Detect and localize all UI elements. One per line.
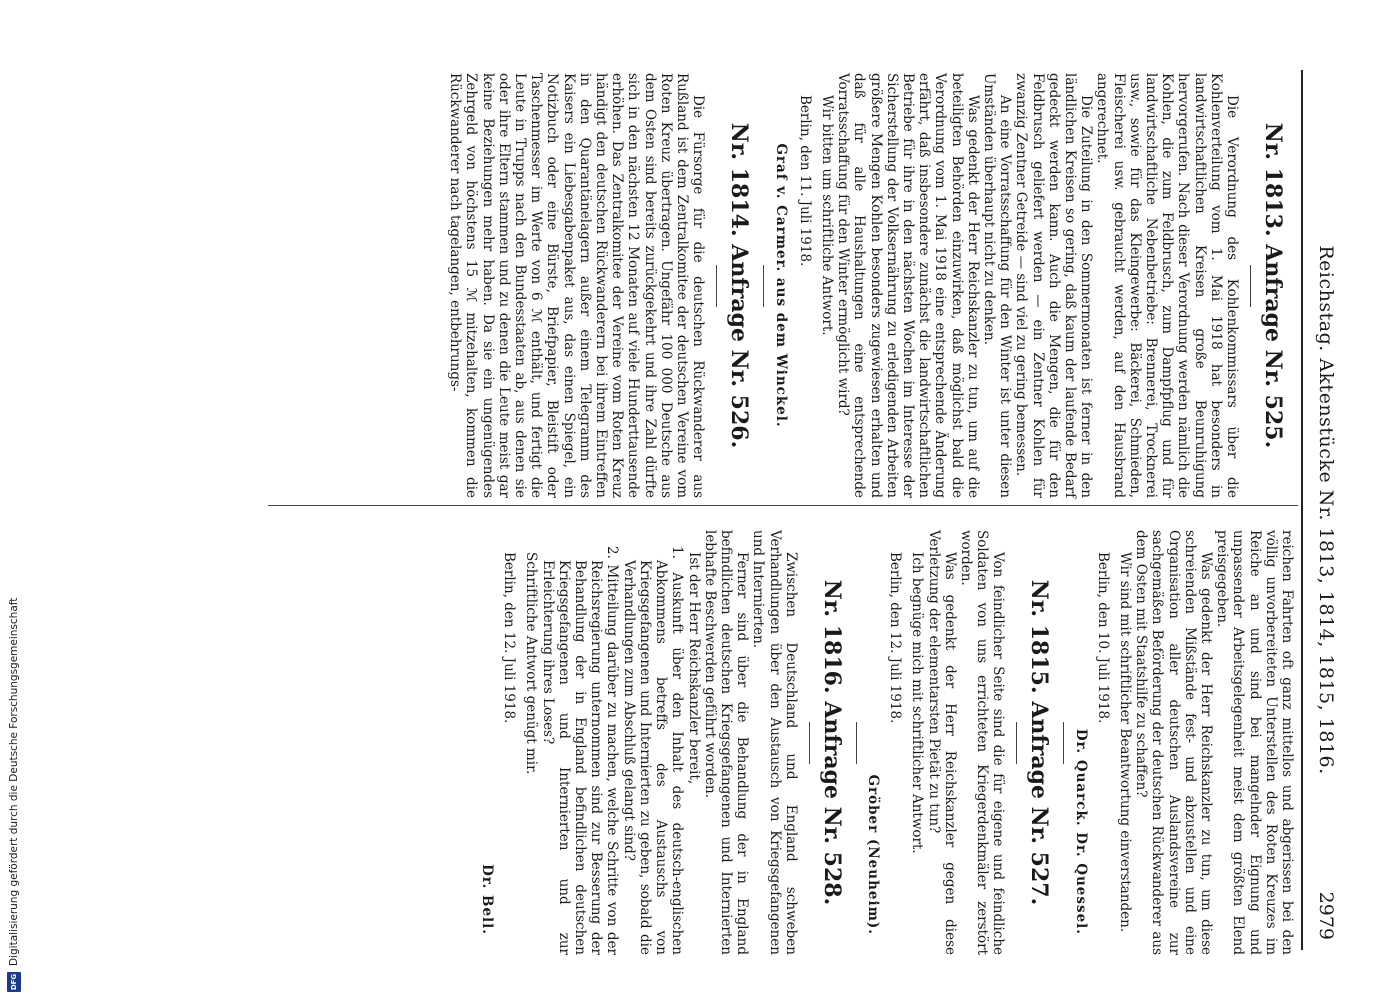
heading-1816: Nr. 1816. Anfrage Nr. 528. (818, 579, 845, 906)
list-item: 2. Mitteilung darüber zu machen, welche Schritte von der Reichsregierung unternommen sind zur Besserung der Behandlung der in England befindlichen deutschen Kriegsgefangenen und Internierten und zur Erleichterung ihres Loses? (539, 546, 621, 955)
separator (1016, 722, 1017, 764)
paragraph: Was gedenkt der Herr Reichskanzler zu tun, um auf die beteiligten Behörden einzuwirken, daß möglichst bald die Verordnung vom 1. Mai 1918 eine entsprechende Änderung erfährt, daß insbesondere zunächst die landwirtschaftlichen Betriebe für ihre in den nächsten Wochen im Interesse der Sicherstellung der Volksernährung zu erledigenden Arbeiten größere Mengen Kohlen besonders zugewiesen erhalten und daß für alle Haushaltungen eine entsprechende Vorratsschaffung für den Winter ermöglicht wird? (835, 73, 981, 498)
paragraph: Von feindlicher Seite sind die für eigene und feindliche Soldaten von uns errichteten Kriegerdenkmäler zerstört worden. (957, 530, 1007, 955)
separator (809, 722, 810, 764)
separator (763, 265, 764, 307)
signature-1816: Dr. Bell. (479, 864, 496, 935)
paragraph: Die Fürsorge für die deutschen Rückwanderer aus Rußland ist dem Zentralkomitee der deutschen Vereine vom Roten Kreuz übertragen. Ungefähr 100 000 Deutsche aus dem Osten sind bereits zurückgekehrt und ihre Zahl dürfte sich in den nächsten 12 Monaten auf viele Hunderttausende erhöhen. Das Zentralkomitee der Vereine vom Roten Kreuz händigt den deutschen Rückwanderern bei ihrem Eintreffen in den Quarantänelagern außer einem Telegramm des Kaisers ein Liebesgabenpaket aus, das einen Spiegel, ein Notizbuch oder eine Bürste, Briefpapier, Bleistift oder Taschenmesser im Werte von 6 ℳ enthält, und fertigt die Leute in Trupps nach den Bundesstaaten ab, aus denen sie oder ihre Eltern stammen und zu denen die Leute meist gar keine Beziehungen mehr haben. Da sie ein ungenügendes Zehrgeld von höchstens 15 ℳ mitzehalten, kommen die Rückwanderer nach tagelangen, entbehrungs- (447, 73, 707, 498)
paragraph: Ferner sind über die Behandlung der in England befindlichen deutschen Kriegsgefangenen und Internierten lebhafte Beschwerden geführt worden. (701, 530, 751, 955)
paragraph: Zwischen Deutschland und England schweben Verhandlungen über den Austausch von Kriegsgefangenen und Internierten. (750, 530, 799, 955)
heading-1815: Nr. 1815. Anfrage Nr. 527. (1026, 579, 1053, 906)
separator (716, 265, 717, 307)
place-date-1815: Berlin, den 12. Juli 1918. (887, 552, 904, 724)
paragraph: Die Verordnung des Kohlenkommissars über die Kohlenverteilung vom 1. Mai 1918 hat besonders in landwirtschaftlichen Kreisen große Beunruhigung hervorgerufen. Nach dieser Verordnung werden nämlich die Kohlen, die zum Feldbrusch, zum Dampfpflug und für landwirtschaftliche Nebenbetriebe: Brennerei, Trocknerei usw., sowie für das Kleingewerbe: Bäckerei, Schmieden, Fleischerei usw. gebraucht werden, auf den Hausbrand angerechnet. (1094, 73, 1240, 498)
paragraph: Ich begnüge mich mit schriftlicher Antwort. (909, 552, 926, 854)
paragraph: Ist der Herr Reichskanzler bereit, (685, 552, 702, 785)
paragraph: Die Zuteilung in den Sommermonaten ist ferner in den ländlichen Kreisen so gering, daß kaum der laufende Bedarf gedeckt werden kann. Auch die Mengen, die für den Feldbrusch geliefert werden — ein Zentner Kohlen für zwanzig Zentner Getreide — sind viel zu gering bemessen. (1013, 73, 1095, 498)
separator (856, 722, 857, 764)
separator (1063, 722, 1064, 764)
header-title: Reichstag. Aktenstücke Nr. 1813, 1814, 1815, 1816. (1315, 245, 1337, 775)
paragraph: Wir bitten um schriftliche Antwort. (818, 95, 835, 336)
digitization-note (3, 0, 25, 1000)
left-column (447, 73, 1295, 498)
signature-1814: Dr. Quarck. Dr. Quessel. (1072, 728, 1089, 935)
signature-1813: Graf v. Carmer. aus dem Winckel. (772, 143, 789, 428)
column-divider (268, 505, 1298, 506)
paragraph: reichen Fahrten oft ganz mittellos und abgerissen bei den völlig unvorbereiteten Unterstellen des Roten Kreuzes im Reiche an und sind bei mangelnder Eignung und unpassender Arbeitsgelegenheit meist dem größten Elend preisgegeben. (1214, 530, 1295, 955)
digitization-note-text: Digitalisierung gefördert durch die Deutsche Forschungsgemeinschaft (8, 597, 20, 966)
dfg-logo-icon: DFG (7, 972, 21, 992)
page-number: 2979 (1315, 891, 1337, 940)
paragraph: Was gedenkt der Herr Reichskanzler gegen diese Verletzung der elementarsten Pietät zu tun? (925, 530, 958, 955)
list-item: 1. Auskunft über den Inhalt des deutsch-englischen Abkommens betreffs des Austauschs von Kriegsgefangenen und Internierten zu geben, sobald die Verhandlungen zum Abschluß gelangt sind? (620, 546, 686, 955)
signature-1815: Gröber (Neuheim). (864, 774, 881, 935)
place-date-1813: Berlin, den 11. Juli 1918. (796, 95, 813, 267)
place-date-1816: Berlin, den 12. Juli 1918. (501, 552, 518, 724)
place-date-1814: Berlin, den 10. Juli 1918. (1094, 552, 1111, 724)
paragraph: Wir sind mit schriftlicher Beantwortung einverstanden. (1116, 552, 1133, 933)
right-column (473, 530, 1295, 955)
heading-1814: Nr. 1814. Anfrage Nr. 526. (726, 122, 753, 449)
separator (1250, 265, 1251, 307)
paragraph: Was gedenkt der Herr Reichskanzler zu tun, um diese schreienden Mißstände fest- und abzustellen und eine Organisation aller deutschen Auslandsvereine zur sachgemäßen Beförderung der deutschen Rückwanderer aus dem Osten mit Staatshilfe zu schaffen? (1133, 530, 1214, 955)
paragraph: An eine Vorratsschaffung für den Winter ist unter diesen Umständen überhaupt nicht zu denken. (980, 73, 1014, 498)
heading-1813: Nr. 1813. Anfrage Nr. 525. (1260, 122, 1286, 449)
paragraph: Schriftliche Antwort genügt mir. (523, 552, 540, 775)
page-header (1301, 70, 1353, 950)
